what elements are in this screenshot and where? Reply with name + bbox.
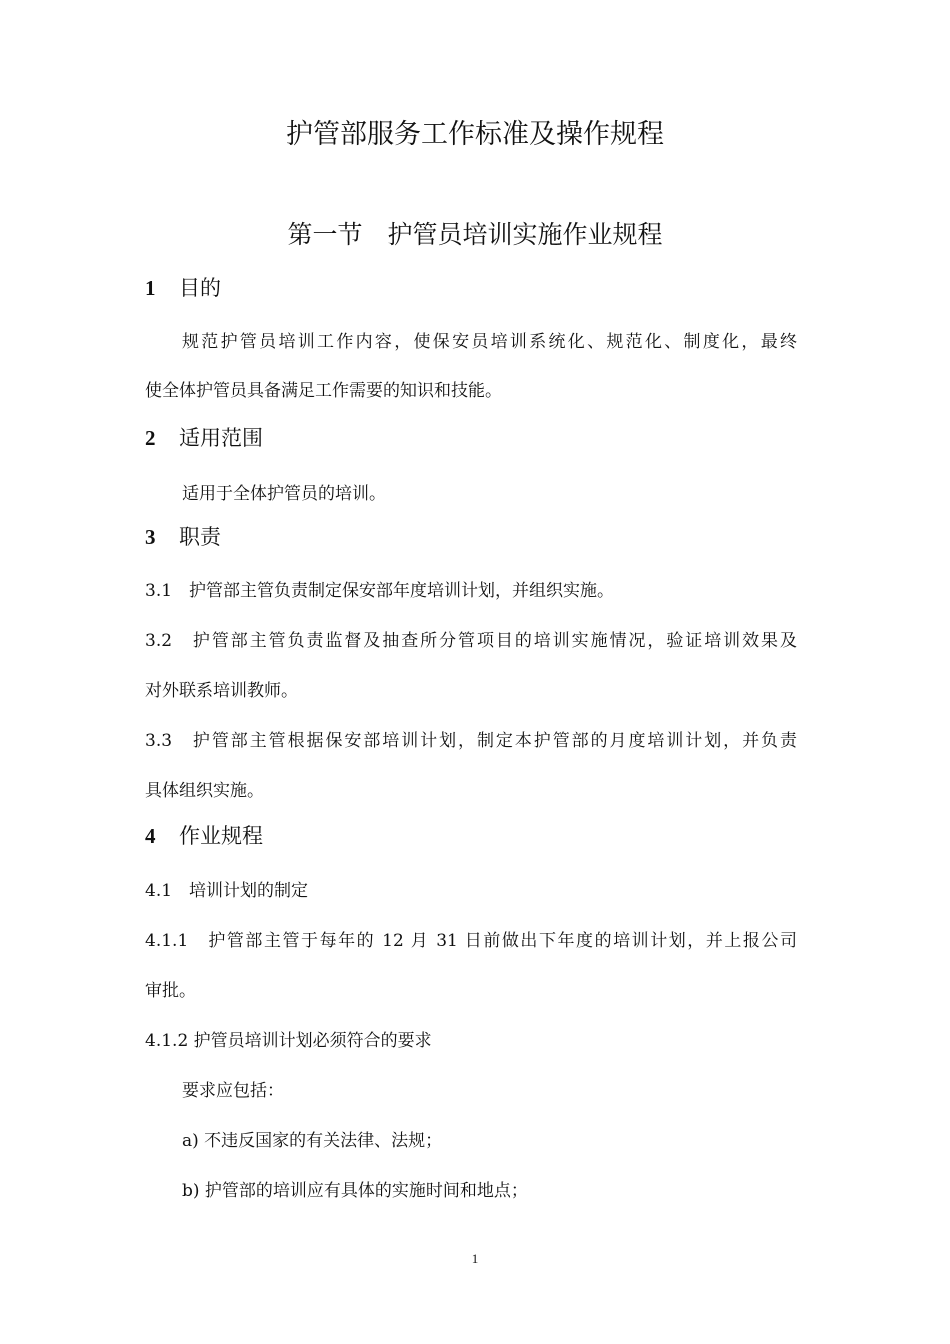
paragraph-line: 4.1.1 护管部主管于每年的 12 月 31 日前做出下年度的培训计划，并上报公司 [145, 931, 797, 951]
list-item: b) 护管部的培训应有具体的实施时间和地点； [182, 1181, 528, 1201]
paragraph-line: 3.1 护管部主管负责制定保安部年度培训计划，并组织实施。 [145, 581, 615, 601]
heading-4 [145, 820, 263, 850]
paragraph-line: 审批。 [145, 981, 196, 1001]
document-title: 护管部服务工作标准及操作规程 [286, 119, 664, 150]
heading-number: 3 [145, 525, 156, 549]
paragraph-line: 3.3 护管部主管根据保安部培训计划，制定本护管部的月度培训计划，并负责 [145, 731, 797, 751]
section-title: 第一节 护管员培训实施作业规程 [287, 220, 663, 249]
paragraph-line: 4.1.2 护管员培训计划必须符合的要求 [145, 1031, 432, 1051]
heading-label: 作业规程 [179, 824, 263, 848]
heading-label: 适用范围 [179, 426, 263, 450]
heading-3 [145, 521, 221, 551]
heading-number: 2 [145, 426, 156, 450]
paragraph-line: 使全体护管员具备满足工作需要的知识和技能。 [145, 381, 502, 401]
heading-label: 职责 [179, 525, 221, 549]
paragraph-line: 适用于全体护管员的培训。 [182, 484, 386, 504]
heading-label: 目的 [179, 276, 221, 300]
page-number: 1 [471, 1251, 479, 1266]
paragraph-line: 规范护管员培训工作内容，使保安员培训系统化、规范化、制度化，最终 [182, 332, 797, 352]
heading-number: 4 [145, 824, 156, 848]
paragraph-line: 对外联系培训教师。 [145, 681, 298, 701]
paragraph-line: 要求应包括： [182, 1081, 284, 1101]
heading-2 [145, 422, 263, 452]
paragraph-line: 具体组织实施。 [145, 781, 264, 801]
heading-number: 1 [145, 276, 156, 300]
paragraph-line: 3.2 护管部主管负责监督及抽查所分管项目的培训实施情况，验证培训效果及 [145, 631, 797, 651]
heading-1 [145, 272, 221, 302]
paragraph-line: 4.1 培训计划的制定 [145, 881, 309, 901]
list-item: a) 不违反国家的有关法律、法规； [182, 1131, 443, 1151]
